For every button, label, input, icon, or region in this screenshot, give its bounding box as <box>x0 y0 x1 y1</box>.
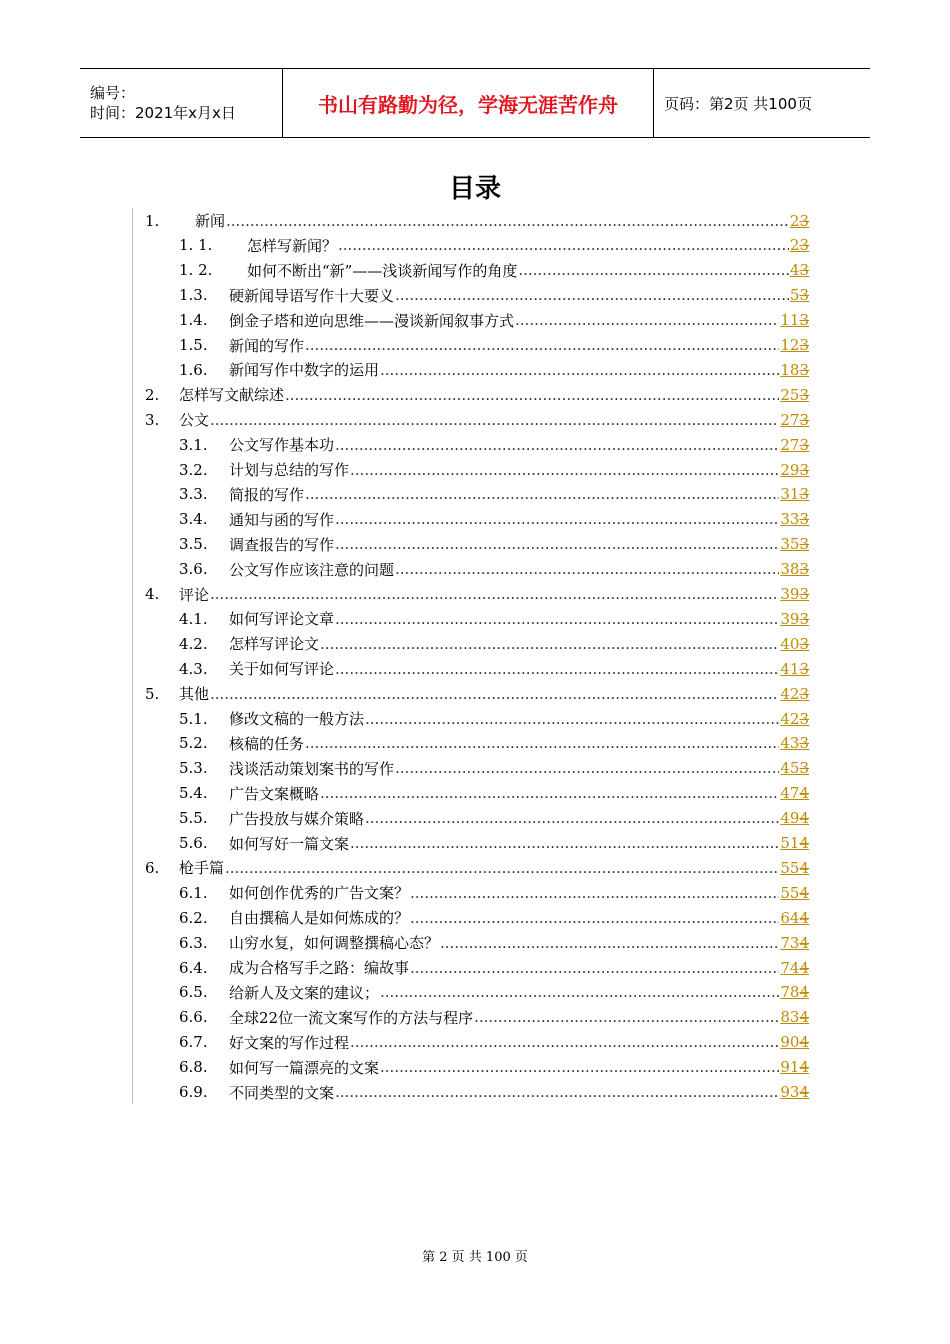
toc-old-page-number: 3 <box>799 709 809 728</box>
toc-leader-dots <box>305 734 779 752</box>
toc-entry-number: 3. <box>145 410 160 429</box>
toc-entry-number: 6.7. <box>179 1033 208 1052</box>
document-number-label: 编号： <box>90 84 136 102</box>
toc-old-page-number: 3 <box>799 385 809 404</box>
toc-entry-title: 枪手篇 <box>179 859 225 878</box>
toc-entry-number: 3.2. <box>179 460 208 479</box>
toc-entry-number: 4. <box>145 585 160 603</box>
toc-entry-title: 公文 <box>179 411 210 430</box>
toc-old-page-number: 4 <box>799 1058 809 1077</box>
toc-old-page-number: 3 <box>799 585 809 603</box>
toc-entry-number: 6.5. <box>179 983 208 1002</box>
toc-page-number: 40 <box>780 634 800 653</box>
toc-page-link[interactable] <box>780 585 809 603</box>
toc-entry[interactable] <box>179 233 809 258</box>
toc-old-page-number: 3 <box>799 236 809 255</box>
toc-entry-title: 好文案的写作过程 <box>229 1033 350 1052</box>
toc-entry-title: 如何不断出“新”——浅谈新闻写作的角度 <box>247 261 518 280</box>
toc-page-link[interactable] <box>780 734 809 752</box>
toc-old-page-number: 4 <box>799 834 809 852</box>
toc-page-link[interactable] <box>780 361 809 379</box>
toc-page-link[interactable] <box>780 859 809 877</box>
toc-page-link[interactable] <box>780 710 809 728</box>
toc-entry-number: 3.5. <box>179 535 208 554</box>
toc-entry[interactable] <box>179 457 809 482</box>
toc-old-page-number: 3 <box>799 261 809 280</box>
toc-page-number: 33 <box>780 510 800 529</box>
toc-entry[interactable] <box>179 880 809 905</box>
toc-page-number: 43 <box>780 734 800 753</box>
toc-page-number: 49 <box>780 809 800 828</box>
toc-old-page-number: 3 <box>799 535 809 554</box>
toc-title: 目录 <box>448 174 501 204</box>
toc-page-number: 12 <box>780 336 800 354</box>
page-header <box>80 68 870 138</box>
toc-leader-dots <box>335 535 779 553</box>
toc-old-page-number: 3 <box>799 485 809 504</box>
toc-page-link[interactable] <box>780 660 809 678</box>
toc-page-number: 11 <box>780 311 800 330</box>
toc-page-link[interactable] <box>790 236 809 254</box>
toc-leader-dots <box>410 959 779 977</box>
toc-entry-number: 5.4. <box>179 784 208 803</box>
toc-leader-dots <box>518 261 789 279</box>
toc-entry-title: 倒金子塔和逆向思维——漫谈新闻叙事方式 <box>229 311 515 330</box>
motto-text: 书山有路勤为径，学海无涯苦作舟 <box>318 92 618 117</box>
toc-leader-dots <box>395 759 779 777</box>
toc-entry[interactable] <box>179 731 809 756</box>
toc-entry[interactable] <box>179 482 809 507</box>
toc-entry-number: 1. <box>145 211 160 230</box>
toc-page-link[interactable] <box>780 759 809 777</box>
toc-entry-title: 广告文案概略 <box>229 784 320 803</box>
toc-old-page-number: 4 <box>799 809 809 828</box>
toc-page-number: 64 <box>780 908 800 927</box>
toc-leader-dots <box>305 336 779 354</box>
toc-entry[interactable] <box>179 930 809 955</box>
toc-entry-number: 4.2. <box>179 634 208 653</box>
toc-leader-dots <box>335 436 779 454</box>
toc-entry-number: 6.9. <box>179 1083 208 1101</box>
toc-entry-title: 核稿的任务 <box>229 734 305 753</box>
toc-page-link[interactable] <box>780 884 809 902</box>
toc-entry-title: 怎样写新闻？ <box>247 236 338 255</box>
toc-page-number: 55 <box>780 858 800 877</box>
toc-page-link[interactable] <box>780 784 809 802</box>
toc-entry-number: 1.4. <box>179 311 208 330</box>
toc-entry[interactable] <box>179 1055 809 1080</box>
toc-leader-dots <box>515 311 779 329</box>
toc-old-page-number: 3 <box>799 360 809 379</box>
toc-entry-title: 新闻的写作 <box>229 336 305 355</box>
toc-entry-number: 6. <box>145 858 160 877</box>
toc-entry-number: 5.6. <box>179 834 208 852</box>
toc-leader-dots <box>320 784 779 802</box>
toc-entry-title: 其他 <box>179 685 210 704</box>
toc-entry-title: 计划与总结的写作 <box>229 461 350 479</box>
toc-page-number: 4 <box>789 261 800 280</box>
toc-entry-number: 3.1. <box>179 435 208 454</box>
header-motto <box>282 69 654 137</box>
toc-old-page-number: 3 <box>799 510 809 529</box>
toc-entry[interactable] <box>179 532 809 557</box>
toc-page-link[interactable] <box>790 286 809 304</box>
toc-page-link[interactable] <box>780 535 809 553</box>
toc-leader-dots <box>365 710 779 728</box>
toc-page-link[interactable] <box>780 685 809 703</box>
toc-page-link[interactable] <box>780 386 809 404</box>
toc-entry-title: 新闻写作中数字的运用 <box>229 361 380 380</box>
toc-page-number: 47 <box>780 784 800 803</box>
toc-old-page-number: 4 <box>799 908 809 927</box>
toc-page-number: 2 <box>789 236 800 255</box>
toc-entry-number: 5.2. <box>179 734 208 753</box>
toc-entry-number: 1. 1. <box>179 236 213 255</box>
toc-leader-dots <box>335 510 779 528</box>
document-time-label: 时间：2021年x月x日 <box>90 104 236 122</box>
toc-old-page-number: 4 <box>799 1083 809 1101</box>
toc-entry-title: 如何创作优秀的广告文案？ <box>229 884 410 903</box>
toc-entry-number: 6.4. <box>179 958 208 977</box>
toc-entry[interactable] <box>179 308 809 333</box>
toc-page-number: 39 <box>780 609 800 628</box>
toc-page-number: 18 <box>780 360 800 379</box>
toc-old-page-number: 4 <box>799 983 809 1002</box>
toc-entry-title: 怎样写文献综述 <box>179 386 285 405</box>
toc-leader-dots <box>335 1083 779 1101</box>
toc-entry-number: 4.1. <box>179 609 208 628</box>
toc-entry[interactable] <box>179 1005 809 1030</box>
toc-page-link[interactable] <box>780 436 809 454</box>
toc-old-page-number: 3 <box>799 460 809 479</box>
toc-entry[interactable] <box>145 681 809 706</box>
toc-entry[interactable] <box>179 606 809 631</box>
toc-page-link[interactable] <box>780 1083 809 1101</box>
toc-entry-title: 公文写作基本功 <box>229 436 335 455</box>
toc-page-link[interactable] <box>780 934 809 952</box>
toc-page-number: 2 <box>789 211 800 230</box>
toc-leader-dots <box>395 286 789 304</box>
toc-entry[interactable] <box>179 1080 809 1105</box>
toc-leader-dots <box>365 809 779 827</box>
toc-leader-dots <box>210 585 779 603</box>
toc-old-page-number: 3 <box>799 609 809 628</box>
toc-entry[interactable] <box>179 706 809 731</box>
toc-page-link[interactable] <box>780 610 809 628</box>
toc-page-link[interactable] <box>790 212 809 230</box>
toc-old-page-number: 4 <box>799 933 809 952</box>
toc-entry[interactable] <box>179 905 809 930</box>
toc-entry-number: 1. 2. <box>179 261 213 280</box>
header-meta <box>80 69 282 137</box>
toc-leader-dots <box>335 610 779 628</box>
toc-page-number: 29 <box>780 460 800 479</box>
toc-page-number: 38 <box>780 560 800 579</box>
toc-leader-dots <box>380 361 779 379</box>
toc-entry[interactable] <box>179 756 809 781</box>
toc-old-page-number: 3 <box>799 634 809 653</box>
toc-entry[interactable] <box>145 582 809 607</box>
toc-entry[interactable] <box>179 1030 809 1055</box>
toc-entry[interactable] <box>179 980 809 1005</box>
toc-entry-title: 浅谈活动策划案书的写作 <box>229 759 395 778</box>
toc-page-link[interactable] <box>780 510 809 528</box>
toc-entry[interactable] <box>179 432 809 457</box>
toc-entry-number: 6.6. <box>179 1008 208 1027</box>
toc-old-page-number: 4 <box>799 1033 809 1052</box>
toc-old-page-number: 3 <box>799 684 809 703</box>
toc-entry[interactable] <box>179 507 809 532</box>
toc-page-link[interactable] <box>780 1008 809 1026</box>
toc-page-number: 42 <box>780 709 800 728</box>
toc-page-link[interactable] <box>780 461 809 479</box>
toc-page-link[interactable] <box>790 261 809 279</box>
toc-old-page-number: 3 <box>799 659 809 678</box>
toc-entry[interactable] <box>145 855 809 880</box>
toc-old-page-number: 3 <box>799 286 809 305</box>
toc-entry-title: 简报的写作 <box>229 485 305 504</box>
toc-entry[interactable] <box>145 407 809 432</box>
toc-page-number: 90 <box>780 1033 800 1052</box>
toc-entry-number: 1.5. <box>179 336 208 354</box>
toc-entry-title: 新闻 <box>195 212 226 230</box>
toc-old-page-number: 3 <box>799 734 809 753</box>
toc-page-number: 31 <box>780 485 800 504</box>
toc-entry-number: 1.3. <box>179 286 208 305</box>
toc-entry-number: 5.1. <box>179 709 208 728</box>
toc-page-number: 41 <box>780 659 800 678</box>
toc-leader-dots <box>474 1008 779 1026</box>
toc-page-link[interactable] <box>780 336 809 354</box>
toc-entry-title: 怎样写评论文 <box>229 635 320 654</box>
toc-entry-title: 调查报告的写作 <box>229 535 335 554</box>
toc-leader-dots <box>350 1033 779 1051</box>
toc-entry-number: 5.5. <box>179 809 208 828</box>
toc-entry-title: 全球22位一流文案写作的方法与程序 <box>229 1008 474 1027</box>
toc-page-link[interactable] <box>780 809 809 827</box>
toc-page-number: 27 <box>780 435 800 454</box>
toc-leader-dots <box>338 236 789 254</box>
toc-entry-number: 3.4. <box>179 510 208 529</box>
toc-entry-number: 5. <box>145 684 160 703</box>
toc-page-number: 91 <box>780 1058 800 1077</box>
toc-page-number: 78 <box>780 983 800 1002</box>
toc-entry[interactable] <box>179 955 809 980</box>
toc-page-link[interactable] <box>780 909 809 927</box>
toc-old-page-number: 3 <box>799 560 809 579</box>
toc-entry-number: 1.6. <box>179 360 208 379</box>
toc-entry[interactable] <box>179 557 809 582</box>
toc-entry-number: 3.3. <box>179 485 208 504</box>
toc-entry-title: 硬新闻导语写作十大要义 <box>229 286 395 305</box>
toc-page-number: 35 <box>780 535 800 554</box>
toc-page-number: 42 <box>780 684 800 703</box>
toc-old-page-number: 3 <box>799 311 809 330</box>
toc-old-page-number: 3 <box>799 410 809 429</box>
toc-leader-dots <box>350 834 779 852</box>
toc-leader-dots <box>395 560 779 578</box>
toc-entry[interactable] <box>145 208 809 233</box>
toc-leader-dots <box>380 1058 779 1076</box>
toc-entry[interactable] <box>179 258 809 283</box>
toc-page-link[interactable] <box>780 983 809 1001</box>
toc-page-link[interactable] <box>780 560 809 578</box>
toc-old-page-number: 3 <box>799 435 809 454</box>
toc-page-number: 74 <box>780 958 800 977</box>
toc-entry-title: 如何写一篇漂亮的文案 <box>229 1058 380 1077</box>
toc-leader-dots <box>350 461 779 479</box>
toc-page-number: 27 <box>780 410 800 429</box>
toc-leader-dots <box>410 884 779 902</box>
toc-entry[interactable] <box>179 333 809 358</box>
toc-old-page-number: 3 <box>799 759 809 778</box>
table-of-contents <box>132 208 809 1104</box>
toc-entry-title: 修改文稿的一般方法 <box>229 710 365 728</box>
toc-entry-title: 给新人及文案的建议； <box>229 983 380 1002</box>
toc-entry-title: 广告投放与媒介策略 <box>229 809 365 828</box>
toc-entry-number: 4.3. <box>179 659 208 678</box>
toc-entry[interactable] <box>179 831 809 856</box>
toc-entry[interactable] <box>179 357 809 382</box>
toc-old-page-number: 4 <box>799 858 809 877</box>
toc-entry-number: 5.3. <box>179 759 208 778</box>
toc-page-link[interactable] <box>780 1058 809 1076</box>
toc-page-number: 73 <box>780 933 800 952</box>
toc-old-page-number: 4 <box>799 883 809 902</box>
header-page-label: 页码：第2页 共100页 <box>664 94 812 113</box>
toc-entry[interactable] <box>145 382 809 407</box>
toc-leader-dots <box>226 212 789 230</box>
toc-entry-number: 3.6. <box>179 560 208 579</box>
toc-page-link[interactable] <box>780 635 809 653</box>
toc-entry-title: 关于如何写评论 <box>229 660 335 679</box>
toc-entry-title: 山穷水复，如何调整撰稿心态？ <box>229 934 440 953</box>
toc-page-number: 93 <box>780 1083 800 1101</box>
toc-entry-title: 如何写评论文章 <box>229 610 335 629</box>
toc-page-link[interactable] <box>780 311 809 329</box>
toc-page-number: 83 <box>780 1008 800 1027</box>
toc-entry-number: 6.1. <box>179 883 208 902</box>
toc-leader-dots <box>305 485 779 503</box>
toc-old-page-number: 3 <box>799 211 809 230</box>
toc-entry-number: 6.8. <box>179 1058 208 1077</box>
toc-page-number: 5 <box>789 286 800 305</box>
toc-old-page-number: 4 <box>799 1008 809 1027</box>
toc-entry-number: 2. <box>145 385 160 404</box>
header-page-info <box>654 69 870 137</box>
toc-leader-dots <box>320 635 779 653</box>
toc-page-number: 45 <box>780 759 800 778</box>
toc-leader-dots <box>285 386 779 404</box>
toc-entry-title: 通知与函的写作 <box>229 510 335 529</box>
toc-old-page-number: 4 <box>799 784 809 803</box>
toc-leader-dots <box>410 909 779 927</box>
toc-entry[interactable] <box>179 283 809 308</box>
toc-leader-dots <box>225 859 779 877</box>
toc-leader-dots <box>210 685 779 703</box>
toc-leader-dots <box>380 983 779 1001</box>
page-footer: 第 2 页 共 100 页 <box>422 1250 528 1265</box>
toc-entry-title: 如何写好一篇文案 <box>229 834 350 853</box>
toc-entry[interactable] <box>179 806 809 831</box>
toc-leader-dots <box>335 660 779 678</box>
toc-page-link[interactable] <box>780 485 809 503</box>
toc-old-page-number: 4 <box>799 958 809 977</box>
toc-entry[interactable] <box>179 781 809 806</box>
toc-entry-number: 6.3. <box>179 933 208 952</box>
toc-entry-title: 公文写作应该注意的问题 <box>229 560 395 579</box>
toc-page-link[interactable] <box>780 1033 809 1051</box>
toc-page-number: 51 <box>780 834 800 852</box>
toc-entry-title: 不同类型的文案 <box>229 1083 335 1102</box>
toc-leader-dots <box>210 411 779 429</box>
toc-entry-title: 成为合格写手之路：编故事 <box>229 959 410 977</box>
toc-entry-title: 自由撰稿人是如何炼成的？ <box>229 909 410 928</box>
toc-page-link[interactable] <box>780 959 809 977</box>
toc-page-number: 55 <box>780 883 800 902</box>
toc-page-number: 25 <box>780 385 800 404</box>
toc-entry-number: 6.2. <box>179 908 208 927</box>
toc-old-page-number: 3 <box>799 336 809 354</box>
toc-entry-title: 评论 <box>179 585 210 604</box>
toc-entry[interactable] <box>179 656 809 681</box>
toc-page-link[interactable] <box>780 834 809 852</box>
toc-entry[interactable] <box>179 631 809 656</box>
toc-page-link[interactable] <box>780 411 809 429</box>
toc-page-number: 39 <box>780 585 800 603</box>
toc-leader-dots <box>440 934 779 952</box>
